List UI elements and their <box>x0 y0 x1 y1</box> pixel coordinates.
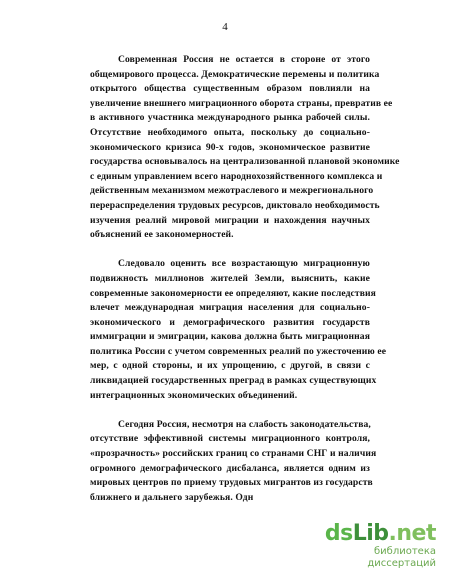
text-line: объяснений ее закономерностей. <box>90 229 234 241</box>
text-line: общемирового процесса. Демократические перемены и политика <box>90 68 380 80</box>
text-line: подвижность миллионов жителей Земли, выяснить, какие <box>90 272 370 284</box>
logo-net: .net <box>388 521 436 546</box>
text-line: отсутствие эффективной системы миграционного контроля, <box>90 433 370 445</box>
logo-lib: Lib <box>352 521 389 546</box>
paragraph-2 <box>90 257 387 403</box>
text-line: Современная Россия не остается в стороне от этого <box>118 54 370 65</box>
text-line: действенным механизмом межотраслевого и межрегионального <box>90 185 374 197</box>
text-line: политика России с учетом современных реалий по ужесточению ее <box>90 345 387 357</box>
text-line: «прозрачность» российских границ со странами СНГ и наличия <box>90 448 377 460</box>
text-line: интеграционных экономических объединений. <box>90 389 298 401</box>
text-line: современные закономерности ее определяют, какие последствия <box>90 287 376 299</box>
text-line: с единым управлением всего народнохозяйственного комплекса и <box>90 170 383 182</box>
text-line: открытого общества существенным образом повлияли на <box>90 83 370 95</box>
text-line: влечет международная миграция населения для социально- <box>90 302 370 314</box>
text-line: ближнего и дальнего зарубежья. Одн <box>90 491 254 503</box>
text-line: изучения реалий мировой миграции и нахождения научных <box>90 214 370 226</box>
text-line: мер, с одной стороны, и их упрощению, с другой, в связи с <box>90 360 370 372</box>
logo-ds: ds <box>324 521 353 546</box>
watermark-tagline: библиотека диссертаций <box>367 546 436 569</box>
paragraph-1 <box>90 53 400 243</box>
text-line: ликвидацией государственных преград в рамках существующих <box>90 375 377 387</box>
dslib-watermark[interactable] <box>306 522 436 570</box>
document-body <box>90 53 400 505</box>
text-line: экономического кризиса 90-х годов, экономическое развитие <box>90 141 370 153</box>
paragraph-spacer <box>90 403 370 418</box>
text-line: в активного участника международного рынка рабочей силы. <box>90 112 370 124</box>
paragraph-3 <box>90 418 377 506</box>
paragraph-spacer <box>90 243 370 258</box>
text-line: Сегодня Россия, несмотря на слабость законодательства, <box>118 418 371 430</box>
text-line: мировых центров по приему трудовых мигрантов из государств <box>90 477 373 489</box>
text-line: государства основывалось на централизованной плановой экономике <box>90 156 400 168</box>
text-line: Следовало оценить все возрастающую миграционную <box>118 258 370 270</box>
text-line: иммиграции и эмиграции, какова должна быть миграционная <box>90 331 370 343</box>
text-line: огромного демографического дисбаланса, является одним из <box>90 462 370 474</box>
text-line: перераспределения трудовых ресурсов, диктовало необходимость <box>90 199 380 211</box>
dslib-logo <box>306 522 436 546</box>
text-line: Отсутствие необходимого опыта, поскольку до социально- <box>90 126 370 138</box>
text-line: экономического и демографического развития государств <box>90 316 370 328</box>
page-number: 4 <box>222 21 228 33</box>
text-line: увеличение внешнего миграционного оборота страны, превратив ее <box>90 97 393 109</box>
